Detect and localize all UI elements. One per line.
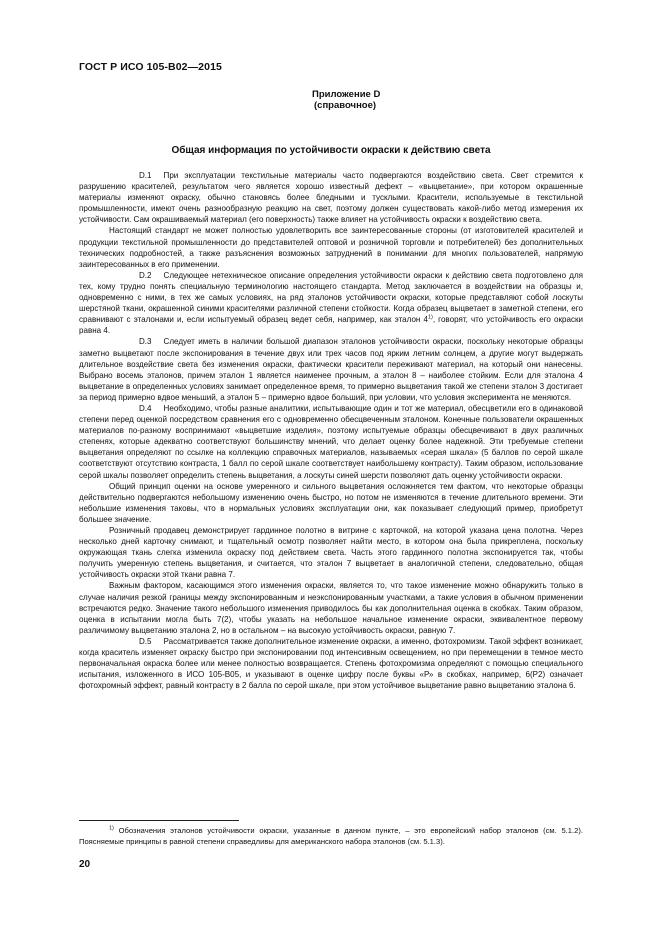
paragraph-d2 xyxy=(79,270,583,337)
standard-header: ГОСТ Р ИСО 105-В02—2015 xyxy=(79,61,222,73)
paragraph-text: Общий принцип оценки на основе умеренного и сильного выцветания осложняется тем фактом, что некоторые образцы действительно подвергаются небольшому изменению очень быстро, но потом не изменяются в течение длительного времени. Эти небольшие изменения таковы, что в нормальных условиях эксплуатации они, как показывает следующий пример, приобретут большее значение. xyxy=(79,481,583,524)
paragraph-label: D.5 xyxy=(139,636,152,646)
paragraph-label: D.4 xyxy=(139,403,152,413)
paragraph-text: Важным фактором, касающимся этого изменения окраски, является то, что такое изменение можно обнаружить только в случае наличия резкой границы между экспонированным и неэкспонированным участками, а такие условия в обычном применении встречаются редко. Значение такого небольшого изменения приводилось бы как дополнительная оценка в скобках. Таким образом, оценка в испытании могла быть 7(2), чтобы указать на небольшое начальное изменение окраски, эквивалентное первому различимому выцветанию эталона 2, но в остальном – на высокую устойчивость окраски, равную 7. xyxy=(79,581,583,635)
paragraph xyxy=(79,481,583,525)
appendix-note: (справочное) xyxy=(314,100,377,111)
paragraph-text: Рассматривается также дополнительное изменение окраски, а именно, фотохромизм. Такой эффект возникает, когда краситель изменяет окраску быстро при экспонировании под интенсивным освещением, но при перемещении в темное место первоначальная окраска более или менее полностью возвращается. Степень фотохромизма определяют с помощью специального испытания, изложенного в ИСО 105-В05, и указывают в оценке цифру после буквы «Р» в скобках, например, 6(Р2) означает фотохромный эффект, равный контрасту в 2 балла по серой шкале, при этом устойчивое выцветание равно выцветанию эталона 6. xyxy=(79,636,583,691)
paragraph-text: При эксплуатации текстильные материалы часто подвергаются воздействию света. Свет стремится к разрушению красителей, результатом чего является хорошо известный дефект – «выцветание», при котором окрашенные материалы изменяют окраску, обычно становясь более бледными и тусклыми. Красители, используемые в текстильной промышленности, имеют очень разнообразную реакцию на свет, поэтому должен существовать какой-либо метод измерения их устойчивости. Сам окрашиваемый материал (его поверхность) также влияет на устойчивость окраски к воздействию света. xyxy=(79,171,583,225)
footnote-ref: 1) xyxy=(427,314,433,321)
page-number: 20 xyxy=(79,859,91,870)
paragraph xyxy=(79,225,583,269)
paragraph-d4 xyxy=(79,403,583,481)
footnote-mark: 1) xyxy=(109,825,114,832)
paragraph xyxy=(79,525,583,580)
body-text xyxy=(79,170,583,691)
paragraph-d5 xyxy=(79,636,583,691)
footnote-text: Обозначения эталонов устойчивости окраски, указанные в данном пункте, – это европейский набор эталонов (см. 5.1.2). Поясняемые принципы в равной степени справедливы для американского набора эталонов (см. 5.1.3). xyxy=(79,826,583,846)
paragraph-text: Необходимо, чтобы разные аналитики, испытывающие один и тот же материал, обесцветили его в одинаковой степени перед оценкой посредством сравнения его с одновременно обесцвеченным эталоном. Конечные пользователи окрашенных материалов по-разному воспринимают «выцветшие изделия», поэтому испытуемые образцы обесцвечивают в двух различных степенях, которые адекватно соответствуют большинству мнений, что делает оценку более надежной. Эти требуемые степени выцветания определяют по ссылке на коллекцию справочных материалов, называемых «серая шкала» (5 баллов по серой шкале соответствуют отсутствию контраста, 1 балл по серой шкале соответствует наибольшему контрасту). Таким образом, использование серой шкалы позволяет определить степень выцветания, а лоскуты синей шерсти позволяют дать оценку устойчивости окраски. xyxy=(79,403,583,480)
paragraph-text: Настоящий стандарт не может полностью удовлетворить все заинтересованные стороны (от изготовителей красителей и продукции текстильной промышленности до представителей оптовой и розничной торговли и потребителей) без дополнительных технических подробностей, а также разъяснения возможных затруднений в понимании для многих пользователей, напрямую заинтересованных в его применении. xyxy=(79,226,583,269)
paragraph-text: Розничный продавец демонстрирует гардинное полотно в витрине с карточкой, на которой указана цена полотна. Через несколько дней карточку снимают, и тщательный осмотр позволяет найти место, в котором она была прикреплена, поскольку окружающая ткань слегка изменила окраску под действием света. Часть этого гардинного полотна экспонируется так, чтобы получить умеренную степень выцветания, и считается, что эталон 7 выцветает в аналогичной степени, следовательно, общая устойчивость окраски этой ткани равна 7. xyxy=(79,526,583,580)
paragraph-d3 xyxy=(79,336,583,403)
paragraph-label: D.3 xyxy=(139,337,152,347)
paragraph-text: Следующее нетехническое описание определения устойчивости окраски к действию света подготовлено для тех, кому трудно понять специальную терминологию настоящего стандарта. Метод заключается в воздействии на образцы и, одновременно с ними, в тех же самых условиях, на ряд эталонов устойчивости окраски, которые представляют собой лоскуты шерстяной ткани, окрашенной синими красителями различной степени стойкости. Когда образец выцветает в заметной степени, его сравнивают с эталонами и, если испытуемый образец ведет себя, например, как эталон 4 xyxy=(79,270,583,325)
paragraph-label: D.1 xyxy=(139,171,152,180)
footnote-separator xyxy=(79,820,239,821)
paragraph-d1 xyxy=(79,170,583,225)
footnote xyxy=(79,826,583,847)
appendix-label: Приложение D xyxy=(312,89,381,100)
paragraph-label: D.2 xyxy=(139,270,152,280)
paragraph-text: Следует иметь в наличии большой диапазон эталонов устойчивости окраски, поскольку некоторые образцы заметно выцветают после экспонирования в течение двух или трех часов под ярким летним солнцем, а другие могут выдержать длительное воздействие света без изменения окраски, фактически красители переживают материал, на который они нанесены. Выбрано восемь эталонов, причем эталон 1 является наименее прочным, а эталон 8 – наиболее стойким. Если для эталона 4 выцветание в определенных условиях занимает определенное время, то примерно выцветания такой же степени эталон 3 достигает за период примерно вдвое меньший, а эталон 5 – примерно вдвое больший, при условии, что условия эксперимента не меняются. xyxy=(79,337,583,402)
paragraph xyxy=(79,580,583,635)
section-title: Общая информация по устойчивости окраски к действию света xyxy=(171,145,491,156)
paragraph-tail: , говорят, что устойчивость его окраски равна 4. xyxy=(79,315,584,336)
